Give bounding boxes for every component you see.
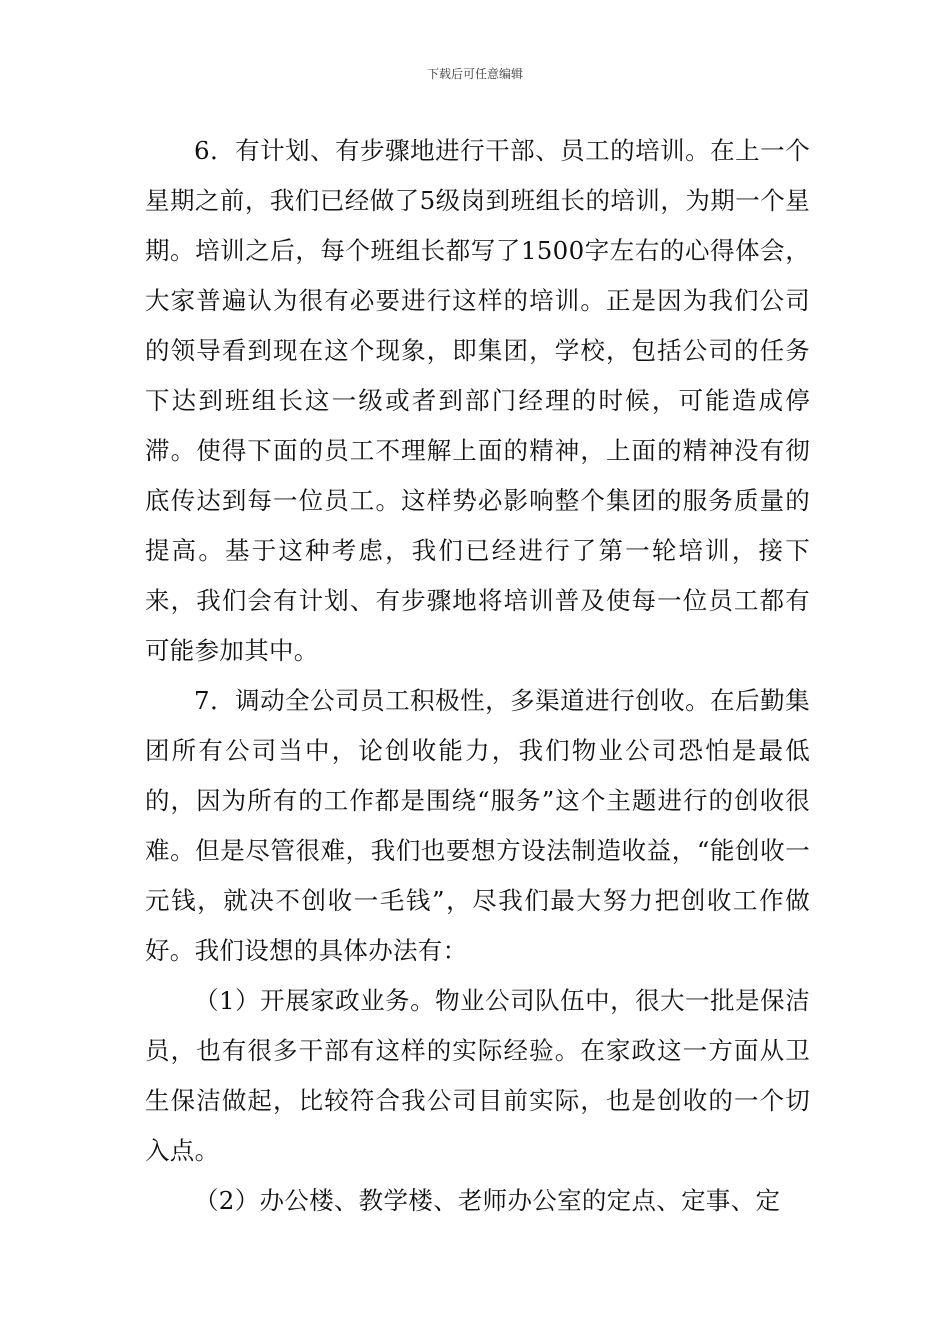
document-body [145,126,810,1226]
paragraph-subitem-1: （1）开展家政业务。物业公司队伍中，很大一批是保洁员，也有很多干部有这样的实际经验。在家政这一方面从卫生保洁做起，比较符合我公司目前实际，也是创收的一个切入点。 [145,986,810,1165]
paragraph-subitem-2: （2）办公楼、教学楼、老师办公室的定点、定事、定 [194,1186,781,1215]
page-header: 下载后可任意编辑 [426,67,523,81]
paragraph-item-7: 7．调动全公司员工积极性，多渠道进行创收。在后勤集团所有公司当中，论创收能力，我们物业公司恐怕是最低的，因为所有的工作都是围绕“服务”这个主题进行的创收很难。但是尽管很难，我们也要想方设法制造收益，“能创收一元钱，就决不创收一毛钱”，尽我们最大努力把创收工作做好。我们设想的具体办法有： [145,686,810,965]
paragraph-item-6: 6．有计划、有步骤地进行干部、员工的培训。在上一个星期之前，我们已经做了5级岗到班组长的培训，为期一个星期。培训之后，每个班组长都写了1500字左右的心得体会，大家普遍认为很有必要进行这样的培训。正是因为我们公司的领导看到现在这个现象，即集团，学校，包括公司的任务下达到班组长这一级或者到部门经理的时候，可能造成停滞。使得下面的员工不理解上面的精神，上面的精神没有彻底传达到每一位员工。这样势必影响整个集团的服务质量的提高。基于这种考虑，我们已经进行了第一轮培训，接下来，我们会有计划、有步骤地将培训普及使每一位员工都有可能参加其中。 [145,136,810,665]
